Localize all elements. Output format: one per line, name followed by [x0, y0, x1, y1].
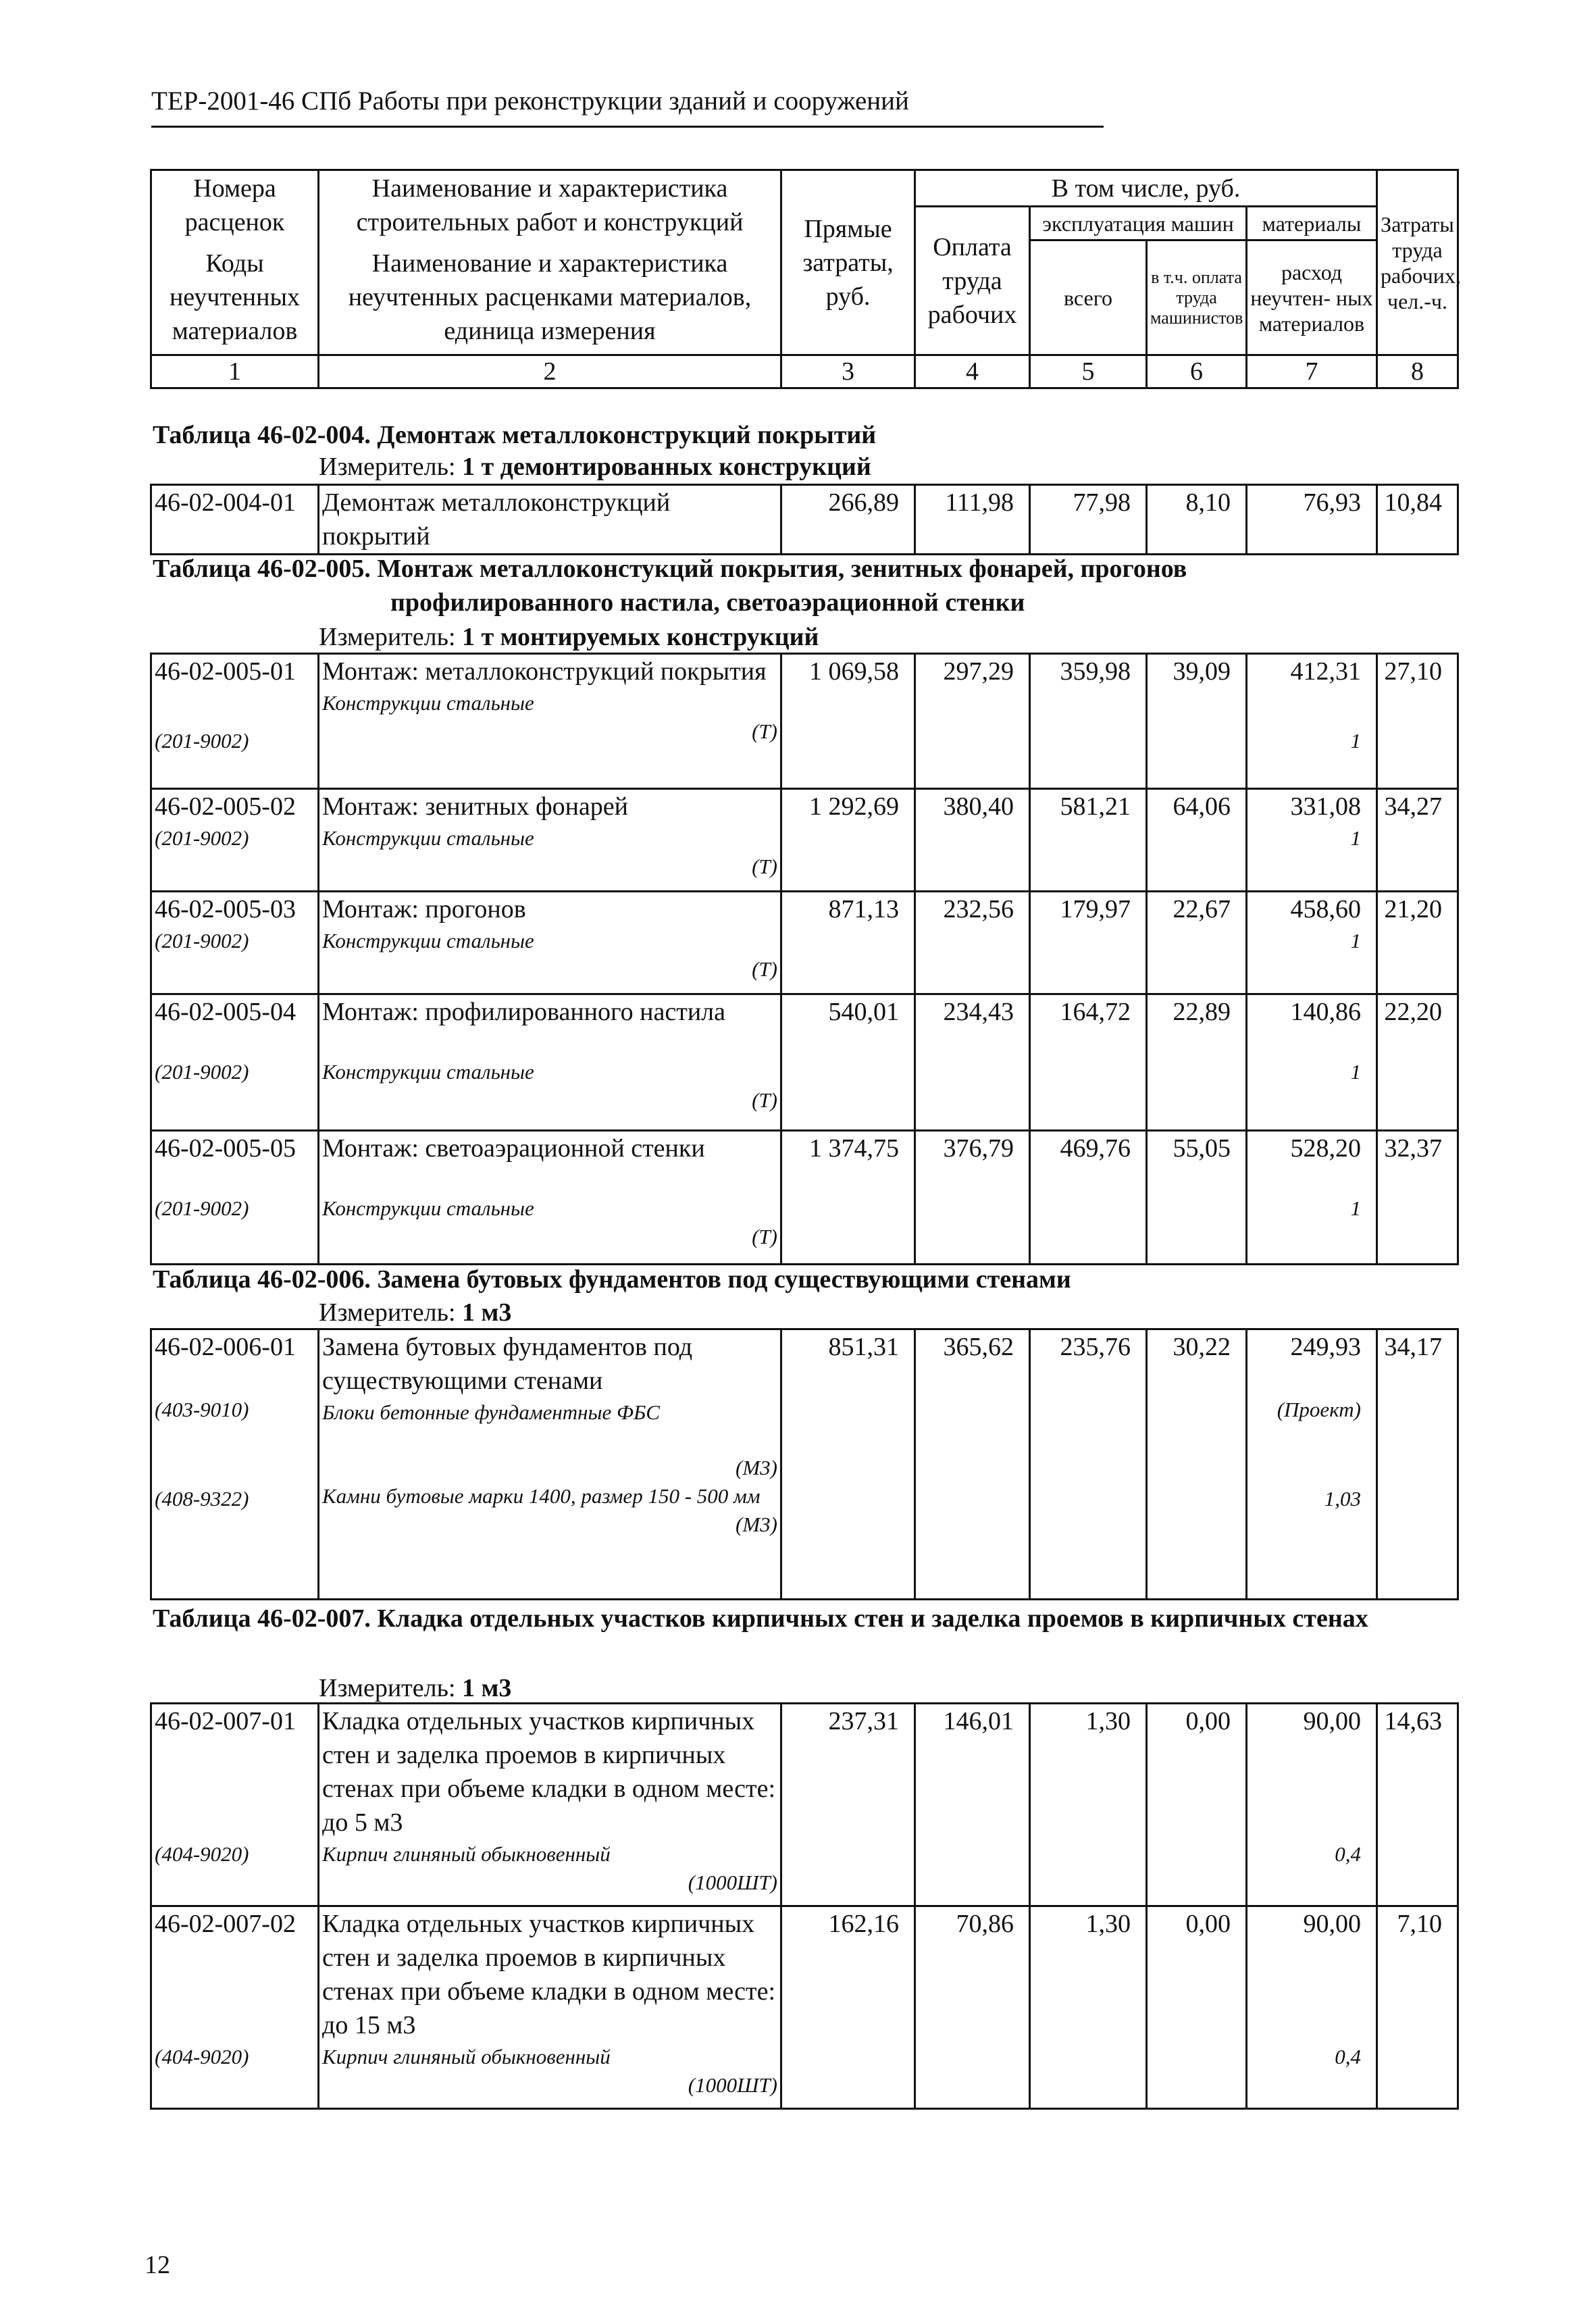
table-007 — [150, 1702, 1459, 2110]
table-row — [151, 892, 1458, 994]
machine-cost: 235,76 — [1030, 1329, 1147, 1600]
labor-cost: 21,20 — [1377, 892, 1458, 994]
machinist-wage: 30,22 — [1147, 1329, 1247, 1600]
header-codes: Коды неучтенных материалов — [151, 240, 319, 355]
material-code: (404-9020) — [155, 2045, 249, 2068]
table-006 — [150, 1328, 1459, 1600]
machinist-wage: 22,67 — [1147, 892, 1247, 994]
material-qty: 1 — [1350, 1196, 1361, 1220]
direct-cost: 162,16 — [781, 1906, 915, 2109]
material-qty: 0,4 — [1335, 2045, 1361, 2068]
material-name: Кирпич глиняный обыкновенный — [322, 1842, 611, 1866]
machine-cost: 77,98 — [1030, 485, 1147, 555]
machine-cost: 359,98 — [1030, 654, 1147, 789]
material-cost: 140,86 — [1290, 998, 1361, 1026]
wage-cost: 232,56 — [915, 892, 1030, 994]
labor-cost: 34,17 — [1377, 1329, 1458, 1600]
wage-cost: 297,29 — [915, 654, 1030, 789]
header-materials: материалы — [1247, 207, 1377, 240]
rate-code: 46-02-005-03 — [155, 895, 296, 923]
table-006-title: Таблица 46-02-006. Замена бутовых фундаментов под существующими стенами — [153, 1265, 1071, 1294]
col-number: 8 — [1377, 355, 1458, 388]
table-row — [151, 654, 1458, 789]
direct-cost: 1 292,69 — [781, 789, 915, 892]
table-005 — [150, 653, 1459, 1265]
direct-cost: 871,13 — [781, 892, 915, 994]
col-number: 4 — [915, 355, 1030, 388]
direct-cost: 851,31 — [781, 1329, 915, 1600]
header-mat-use: расход неучтен- ных материалов — [1247, 240, 1377, 355]
work-name: Монтаж: прогонов — [322, 895, 526, 923]
material-unit: (1000ШТ) — [688, 2073, 777, 2097]
table-007-measure: Измеритель: 1 м3 — [319, 1674, 512, 1702]
material-cost: 90,00 — [1303, 1910, 1361, 1938]
machine-cost: 1,30 — [1030, 1704, 1147, 1906]
labor-cost: 22,20 — [1377, 994, 1458, 1131]
header-total: всего — [1030, 240, 1147, 355]
wage-cost: 376,79 — [915, 1131, 1030, 1265]
labor-cost: 34,27 — [1377, 789, 1458, 892]
material-code: (201-9002) — [155, 826, 249, 850]
material-qty: 1 — [1350, 1060, 1361, 1084]
material-qty: 1 — [1350, 929, 1361, 952]
table-005-title-2: профилированного настила, светоаэрационной стенки — [390, 588, 1025, 617]
table-005-title: Таблица 46-02-005. Монтаж металлоконстукций покрытия, зенитных фонарей, прогонов — [153, 555, 1187, 583]
wage-cost: 111,98 — [915, 485, 1030, 555]
machinist-wage: 55,05 — [1147, 1131, 1247, 1265]
running-head: ТЕР-2001-46 СПб Работы при реконструкции зданий и сооружений — [151, 85, 1104, 128]
material-code: (403-9010) — [155, 1398, 249, 1421]
material-unit: (1000ШТ) — [688, 1871, 777, 1894]
machine-cost: 1,30 — [1030, 1906, 1147, 2109]
material-name: Кирпич глиняный обыкновенный — [322, 2045, 611, 2068]
table-row — [151, 485, 1458, 555]
col-number: 6 — [1147, 355, 1247, 388]
header-incl: В том числе, руб. — [915, 170, 1377, 207]
material-qty: 1 — [1350, 729, 1361, 753]
material-qty: 1,03 — [1324, 1487, 1361, 1510]
header-wage: Оплата труда рабочих — [915, 207, 1030, 355]
material-cost: 458,60 — [1290, 895, 1361, 923]
material-cost: 90,00 — [1303, 1707, 1361, 1735]
header-machines: эксплуатация машин — [1030, 207, 1247, 240]
rate-code: 46-02-005-01 — [155, 657, 296, 686]
work-name: Монтаж: профилированного настила — [322, 998, 725, 1026]
labor-cost: 27,10 — [1377, 654, 1458, 789]
rate-code: 46-02-004-01 — [151, 485, 319, 555]
table-row — [151, 1906, 1458, 2109]
direct-cost: 237,31 — [781, 1704, 915, 1906]
work-name: Кладка отдельных участков кирпичных стен и заделка проемов в кирпичных стенах при объеме кладки в одном месте: до 15 м3 — [322, 1910, 776, 2039]
wage-cost: 365,62 — [915, 1329, 1030, 1600]
material-unit: (М3) — [736, 1456, 777, 1479]
rate-code: 46-02-005-04 — [155, 998, 296, 1026]
header-name: Наименование и характеристика строительных работ и конструкций — [319, 170, 781, 240]
machinist-wage: 0,00 — [1147, 1906, 1247, 2109]
wage-cost: 70,86 — [915, 1906, 1030, 2109]
material-unit: (Т) — [752, 1088, 777, 1112]
direct-cost: 266,89 — [781, 485, 915, 555]
machinist-wage: 39,09 — [1147, 654, 1247, 789]
work-name: Монтаж: светоаэрационной стенки — [322, 1134, 705, 1163]
material-unit: (Т) — [752, 719, 777, 743]
page-number: 12 — [145, 2251, 170, 2279]
material-name: Блоки бетонные фундаментные ФБС — [322, 1400, 660, 1424]
machinist-wage: 22,89 — [1147, 994, 1247, 1131]
machine-cost: 581,21 — [1030, 789, 1147, 892]
table-row — [151, 1131, 1458, 1265]
material-unit: (Т) — [752, 1225, 777, 1248]
direct-cost: 1 069,58 — [781, 654, 915, 789]
header-direct: Прямые затраты, руб. — [781, 170, 915, 355]
machine-cost: 469,76 — [1030, 1131, 1147, 1265]
material-unit: (Т) — [752, 855, 777, 878]
material-code: (408-9322) — [155, 1487, 249, 1510]
work-name: Демонтаж металлоконструкций покрытий — [319, 485, 781, 555]
header-numbers: Номера расценок — [151, 170, 319, 240]
col-number: 5 — [1030, 355, 1147, 388]
machinist-wage: 8,10 — [1147, 485, 1247, 555]
header-name-mat: Наименование и характеристика неучтенных расценками материалов, единица измерения — [319, 240, 781, 355]
material-cost: 249,93 — [1290, 1333, 1361, 1361]
material-name: Конструкции стальные — [322, 1060, 534, 1084]
material-qty: 1 — [1350, 826, 1361, 850]
col-number: 3 — [781, 355, 915, 388]
work-name: Кладка отдельных участков кирпичных стен и заделка проемов в кирпичных стенах при объеме кладки в одном месте: до 5 м3 — [322, 1707, 776, 1837]
header-machinist: в т.ч. оплата труда машинистов — [1147, 240, 1247, 355]
machine-cost: 164,72 — [1030, 994, 1147, 1131]
material-code: (201-9002) — [155, 1196, 249, 1220]
material-qty: (Проект) — [1277, 1398, 1361, 1421]
labor-cost: 10,84 — [1377, 485, 1458, 555]
rate-code: 46-02-006-01 — [155, 1333, 296, 1361]
direct-cost: 540,01 — [781, 994, 915, 1131]
table-004-measure: Измеритель: 1 т демонтированных конструкций — [319, 453, 871, 481]
table-006-measure: Измеритель: 1 м3 — [319, 1298, 512, 1327]
wage-cost: 234,43 — [915, 994, 1030, 1131]
material-name: Конструкции стальные — [322, 691, 534, 715]
material-unit: (Т) — [752, 957, 777, 981]
material-unit: (М3) — [736, 1513, 777, 1536]
rate-code: 46-02-007-02 — [155, 1910, 296, 1938]
rate-code: 46-02-005-05 — [155, 1134, 296, 1163]
material-cost: 331,08 — [1290, 792, 1361, 821]
material-name: Конструкции стальные — [322, 1196, 534, 1220]
column-header-table — [150, 169, 1459, 389]
material-cost: 76,93 — [1247, 485, 1377, 555]
header-labor: Затраты труда рабочих, чел.-ч. — [1377, 170, 1458, 355]
material-qty: 0,4 — [1335, 1842, 1361, 1866]
labor-cost: 32,37 — [1377, 1131, 1458, 1265]
material-code: (201-9002) — [155, 729, 249, 753]
rate-code: 46-02-005-02 — [155, 792, 296, 821]
material-code: (201-9002) — [155, 1060, 249, 1084]
col-number: 2 — [319, 355, 781, 388]
wage-cost: 146,01 — [915, 1704, 1030, 1906]
table-row — [151, 1329, 1458, 1600]
table-row — [151, 1704, 1458, 1906]
table-004 — [150, 484, 1459, 555]
work-name: Монтаж: зенитных фонарей — [322, 792, 628, 821]
table-007-title: Таблица 46-02-007. Кладка отдельных участков кирпичных стен и заделка проемов в кирпичных стенах — [153, 1604, 1368, 1633]
material-name: Камни бутовые марки 1400, размер 150 - 500 мм — [322, 1484, 761, 1508]
col-number: 7 — [1247, 355, 1377, 388]
table-row — [151, 789, 1458, 892]
machine-cost: 179,97 — [1030, 892, 1147, 994]
material-name: Конструкции стальные — [322, 826, 534, 850]
wage-cost: 380,40 — [915, 789, 1030, 892]
material-code: (404-9020) — [155, 1842, 249, 1866]
material-cost: 412,31 — [1290, 657, 1361, 686]
labor-cost: 7,10 — [1377, 1906, 1458, 2109]
table-004-title: Таблица 46-02-004. Демонтаж металлоконструкций покрытий — [153, 421, 877, 449]
material-code: (201-9002) — [155, 929, 249, 952]
labor-cost: 14,63 — [1377, 1704, 1458, 1906]
table-row — [151, 994, 1458, 1131]
material-cost: 528,20 — [1290, 1134, 1361, 1163]
machinist-wage: 0,00 — [1147, 1704, 1247, 1906]
material-name: Конструкции стальные — [322, 929, 534, 952]
rate-code: 46-02-007-01 — [155, 1707, 296, 1735]
machinist-wage: 64,06 — [1147, 789, 1247, 892]
direct-cost: 1 374,75 — [781, 1131, 915, 1265]
work-name: Монтаж: металлоконструкций покрытия — [322, 657, 767, 686]
table-005-measure: Измеритель: 1 т монтируемых конструкций — [319, 623, 819, 651]
work-name: Замена бутовых фундаментов под существующими стенами — [322, 1333, 693, 1395]
col-number: 1 — [151, 355, 319, 388]
